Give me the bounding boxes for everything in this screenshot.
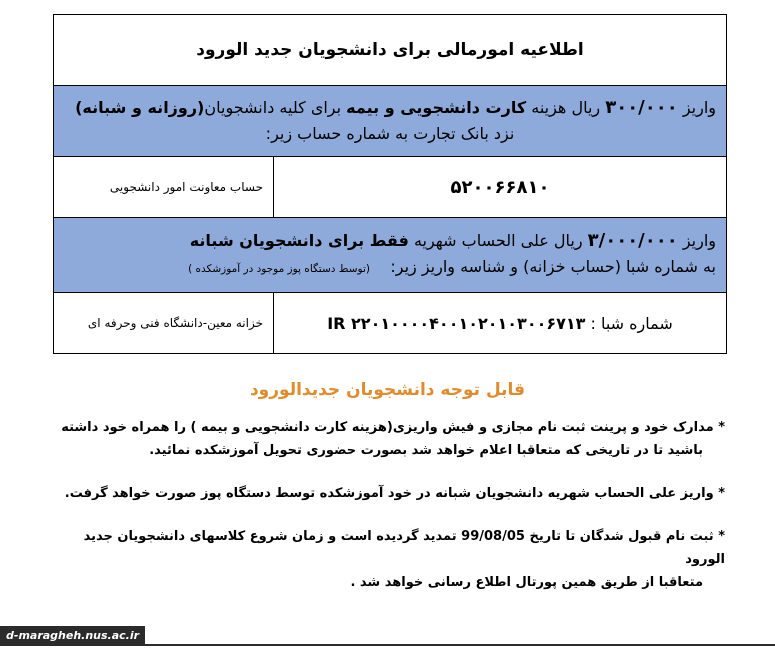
site-watermark: d-maragheh.nus.ac.ir [0,626,145,646]
tuition-pos-note: (توسط دستگاه پوز موجود در آموزشکده ) [188,263,370,275]
tuition-line-2 [64,254,716,282]
fee-line-1 [64,95,716,121]
title-row [54,15,727,86]
account-row [54,157,727,218]
note-registration-line-2: متعاقبا از طریق همین پورتال اطلاع رسانی خواهد شد . [350,575,703,590]
tuition-amount: ۳/۰۰۰/۰۰۰ [587,230,678,251]
tuition-part2: ریال علی الحساب شهریه [413,231,583,250]
fee-part2: ریال هزینه [531,98,601,117]
tuition-bold-text: فقط برای دانشجویان شبانه [189,231,409,250]
note-documents-line-2: باشید تا در تاریخی که متعاقبا اعلام خواهد شد بصورت حضوری تحویل آموزشکده نمائید. [149,443,703,458]
tuition-cell [54,218,727,293]
tuition-line-1 [64,228,716,254]
fee-cell [54,86,727,157]
account-holder: حساب معاونت امور دانشجویی [54,157,274,218]
fee-line-2: نزد بانک تجارت به شماره حساب زیر: [265,124,515,143]
fee-amount: ۳۰۰/۰۰۰ [605,97,678,118]
tuition-row [54,218,727,293]
tuition-part1: واریز [682,231,716,250]
fee-part3: برای کلیه دانشجویان [204,98,342,117]
note-registration-line-1: * ثبت نام قبول شدگان تا تاریخ 99/08/05 تمدید گردیده است و زمان شروع کلاسهای دانشجویان جدید الورود [83,529,725,567]
tuition-line2-text: به شماره شبا (حساب خزانه) و شناسه واریز زیر: [390,257,716,276]
account-number: ۵۲۰۰۶۶۸۱۰ [450,176,550,198]
sheba-label: شماره شبا : [590,313,673,333]
fee-part1: واریز [682,98,716,117]
notice-title: اطلاعیه امورمالی برای دانشجویان جدید الورود [54,15,727,86]
fee-bold-end: (روزانه و شبانه) [75,98,205,117]
notice-table [53,14,727,354]
sheba-cell [274,293,727,354]
notes-section [0,380,775,594]
sheba-number: IR ۲۲۰۱۰۰۰۰۴۰۰۱۰۲۰۱۰۳۰۰۶۷۱۳ [327,313,586,333]
account-number-cell [274,157,727,218]
notes-title: قابل توجه دانشجویان جدیدالورود [249,380,526,400]
sheba-holder: خزانه معین-دانشگاه فنی وحرفه ای [54,293,274,354]
note-documents-line-1: * مدارک خود و پرینت ثبت نام مجازی و فیش واریزی(هزینه کارت دانشجویی و بیمه ) را همراه خود داشته [61,420,725,435]
sheba-row [54,293,727,354]
note-documents [40,416,725,462]
fee-bold-text: کارت دانشجویی و بیمه [346,98,527,117]
fee-row [54,86,727,157]
note-registration [40,525,725,594]
note-tuition-pos: * واریز علی الحساب شهریه دانشجویان شبانه در خود آموزشکده توسط دستگاه پوز صورت خواهد گرفت. [64,486,725,501]
